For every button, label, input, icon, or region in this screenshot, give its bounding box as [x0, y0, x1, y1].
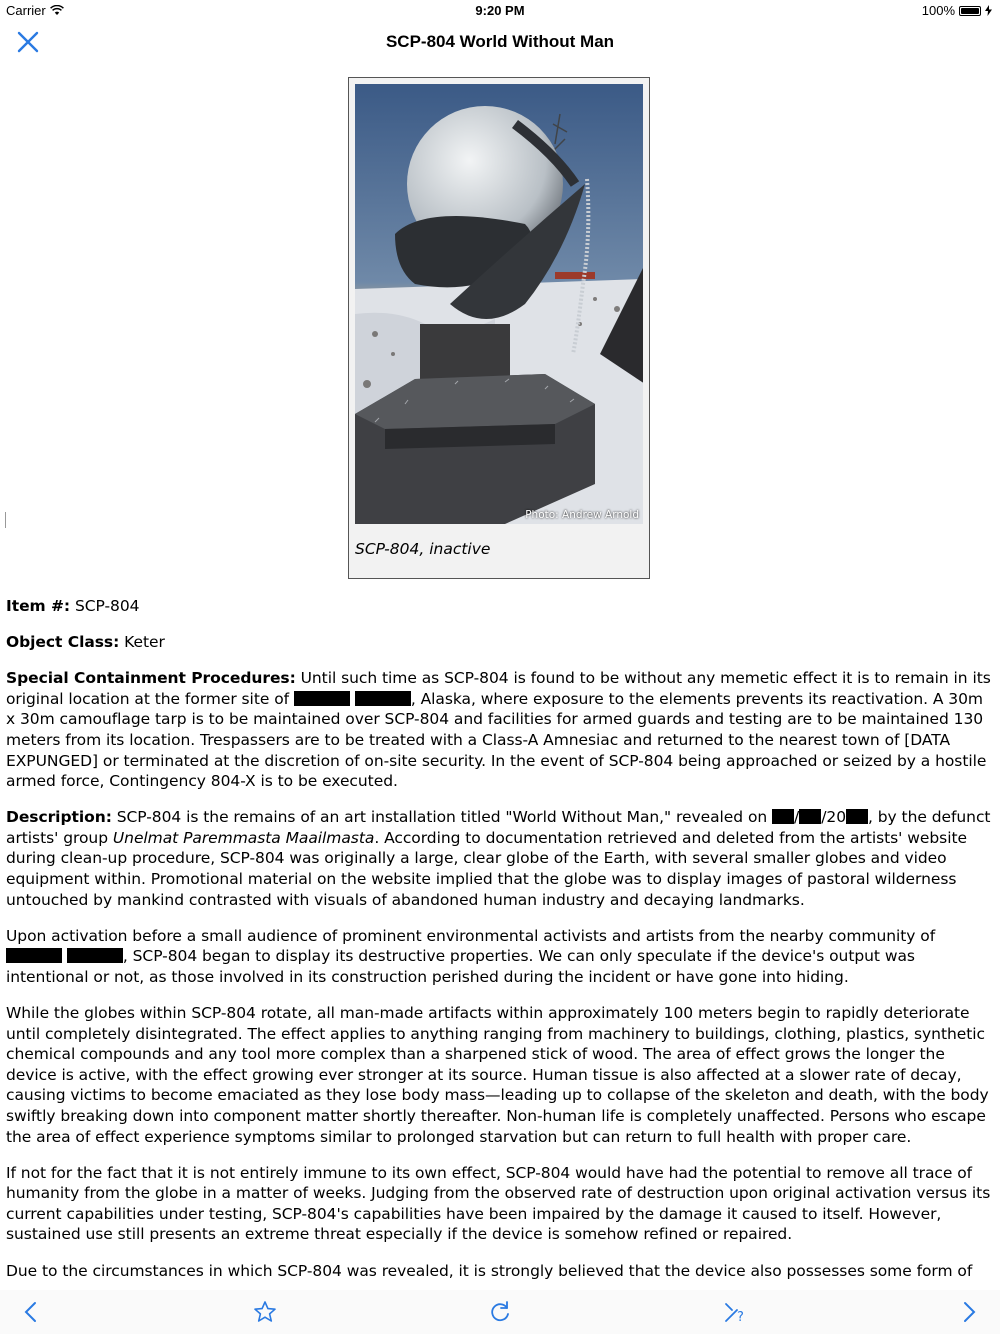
status-bar [0, 0, 1000, 22]
battery-icon [959, 6, 981, 16]
description-text: SCP-804 is the remains of an art installation titled "World Without Man," revealed on [111, 808, 773, 827]
description-text-cont: , by the defunct artists' group [6, 808, 991, 847]
containment-text: Until such time as SCP-804 is found to be without any memetic effect it is to remain in its original location at the former site of [6, 669, 991, 708]
containment-text-cont: , Alaska, where exposure to the elements prevents its reactivation. A 30m x 30m camouflage tarp is to be maintained over SCP-804 and facilities for armed guards and testing are to be maintained 130 meters from its location. Trespassers are to be treated with a Class-A Amnesiac and returned to the nearest town of [DATA EXPUNGED] or terminated at the discretion of on-site security. In the event of SCP-804 being approached or seized by a hostile armed force, Contingency 804-X is to be executed. [6, 689, 987, 791]
text-cursor [5, 512, 6, 528]
status-battery [922, 3, 992, 18]
redaction-block [67, 948, 123, 963]
forward-button[interactable] [956, 1299, 982, 1325]
favorite-button[interactable] [252, 1299, 278, 1325]
effects-paragraph: While the globes within SCP-804 rotate, all man-made artifacts within approximately 100 meters begin to rapidly deteriorate until completely disintegrated. The effect applies to anything ranging from machinery to buildings, clothing, plastics, synthetic chemical compounds and any tool more complex than a sharpened stick of wood. The area of effect grows the longer the device is active, with the effect growing ever stronger at its source. Human tissue is also affected at a slower rate of decay, causing victims to become emaciated as they lose body mass—leading up to collapse of the skeleton and death, with the body swiftly breaking down into component matter shortly thereafter. Non-human life is completely unaffected. Persons who escape the area of effect experience symptoms similar to prolonged starvation but can return to full health with proper care. [6, 1004, 989, 1146]
redaction-block [772, 809, 794, 824]
object-class-value: Keter [119, 633, 165, 652]
battery-percent: 100% [921, 3, 955, 18]
star-icon [252, 1299, 278, 1325]
article-scroll-view[interactable] [0, 62, 1000, 1290]
redaction-block [355, 691, 411, 706]
back-button[interactable] [18, 1299, 44, 1325]
object-class-label: Object Class: [6, 633, 120, 652]
description-paragraph [6, 807, 994, 910]
chevron-left-icon [18, 1299, 44, 1325]
artist-group-name: Unelmat Paremmasta Maailmasta [112, 828, 375, 847]
activation-text-cont: , SCP-804 began to display its destructive properties. We can only speculate if the device's output was intentional or not, as those involved in its construction perished during the incident or have gone into hiding. [6, 947, 915, 986]
photo-credit: Photo: Andrew Arnold [525, 509, 639, 521]
threat-paragraph: If not for the fact that it is not entirely immune to its own effect, SCP-804 would have had the potential to remove all trace of humanity from the globe in a matter of weeks. Judging from the observed rate of destruction upon original activation versus its current capabilities under testing, SCP-804's capabilities have been impaired by the damage it caused to itself. However, sustained use still presents an extreme threat especially if the device is somehow refined or repaired. [6, 1163, 991, 1244]
description-text-end: . According to documentation retrieved and deleted from the artists' website during clean-up procedure, SCP-804 was originally a large, clear globe of the Earth, with several smaller globes and video equipment within. Promotional material on the website implied that the globe was to display images of pastoral wilderness untouched by mankind contrasted with visuals of abandoned human industry and decaying landmarks. [6, 828, 967, 909]
article-body [6, 596, 994, 1290]
scp-photo[interactable] [355, 84, 643, 524]
status-time: 9:20 PM [475, 3, 525, 18]
redaction-block [6, 948, 62, 963]
refresh-icon [487, 1299, 513, 1325]
chevron-right-icon [956, 1299, 982, 1325]
redaction-block [294, 691, 350, 706]
date-separator: / [794, 808, 800, 827]
carrier-label: Carrier [6, 3, 46, 18]
svg-text:?: ? [737, 1310, 744, 1325]
partial-paragraph: Due to the circumstances in which SCP-804 was revealed, it is strongly believed that the device also possesses some form of [6, 1261, 973, 1280]
item-value: SCP-804 [70, 597, 140, 615]
description-label: Description: [6, 808, 112, 827]
redaction-block [799, 809, 821, 824]
random-icon [722, 1299, 748, 1325]
page-title: SCP-804 World Without Man [385, 32, 615, 51]
item-label: Item #: [6, 597, 71, 615]
date-year-prefix: /20 [821, 808, 847, 827]
charging-icon [985, 5, 992, 16]
activation-text: Upon activation before a small audience of prominent environmental activists and artists from the nearby community of [6, 926, 936, 945]
containment-procedures-paragraph [6, 668, 994, 792]
redaction-block [846, 809, 868, 824]
refresh-button[interactable] [487, 1299, 513, 1325]
activation-paragraph [6, 926, 994, 988]
bottom-toolbar [0, 1290, 1000, 1334]
random-article-button[interactable] [722, 1299, 748, 1325]
object-class-paragraph [6, 632, 994, 653]
figure-caption: SCP-804, inactive [355, 540, 491, 558]
containment-label: Special Containment Procedures: [6, 669, 296, 688]
navigation-bar [0, 22, 1000, 62]
item-number-paragraph [6, 596, 994, 617]
figure-box [348, 77, 650, 579]
